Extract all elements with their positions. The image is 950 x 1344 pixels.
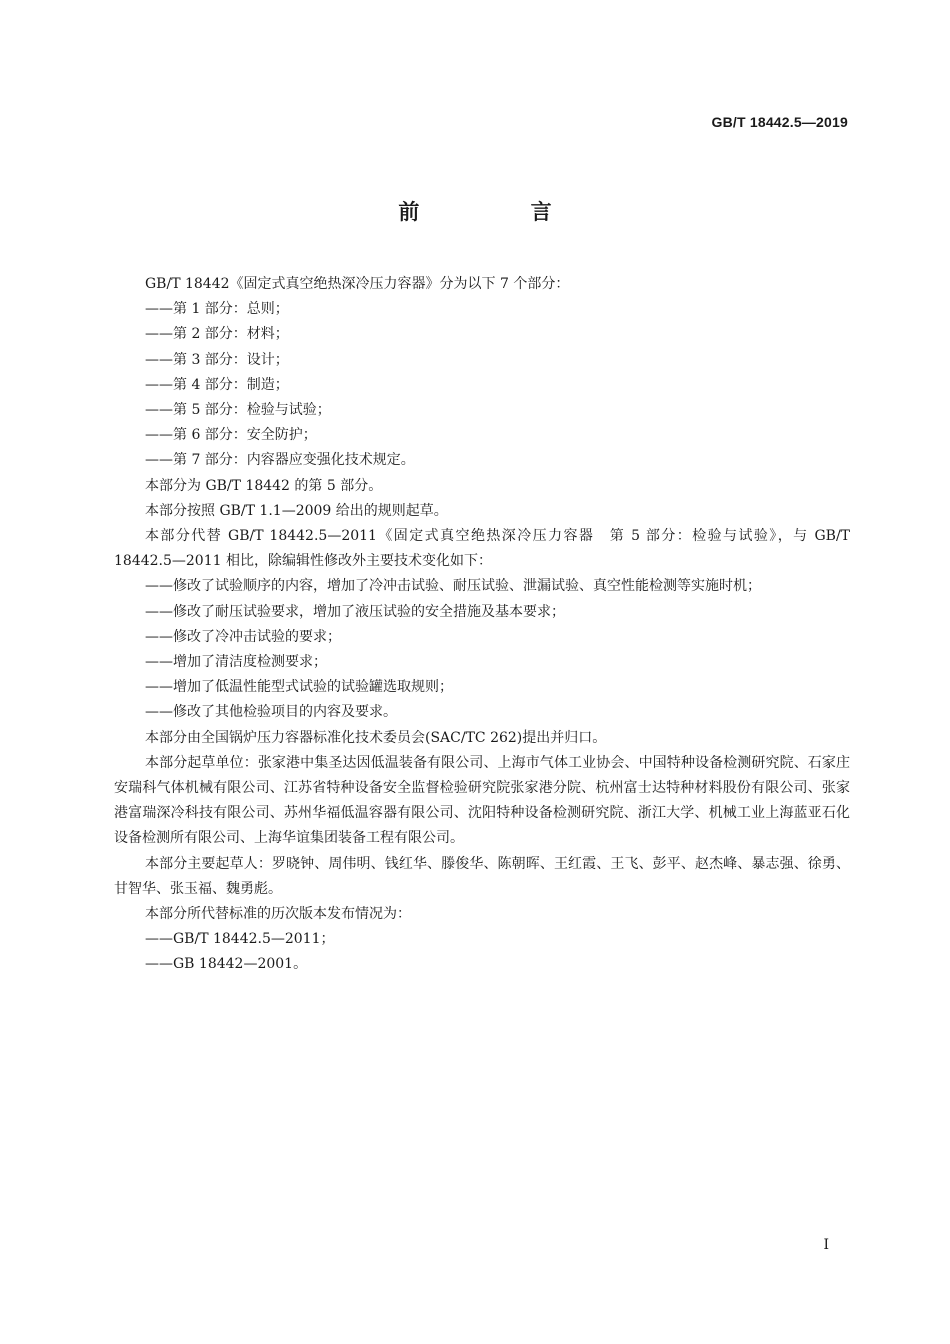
list-item-change-4: ——增加了清洁度检测要求； (145, 654, 327, 671)
paragraph-drafting-rules: 本部分按照 GB/T 1.1—2009 给出的规则起草。 (145, 502, 448, 519)
list-item-part-4: ——第 4 部分：制造； (145, 376, 289, 393)
list-item-part-2: ——第 2 部分：材料； (145, 326, 289, 343)
paragraph-drafting-units: 本部分起草单位：张家港中集圣达因低温装备有限公司、上海市气体工业协会、中国特种设备检测研究院、石家庄安瑞科气体机械有限公司、江苏省特种设备安全监督检验研究院张家港分院、杭州富士达特种材料股份有限公司、张家港富瑞深冷科技有限公司、苏州华福低温容器有限公司、沈阳特种设备检测研究院、浙江大学、机械工业上海蓝亚石化设备检测所有限公司、上海华谊集团装备工程有限公司。 (114, 754, 850, 847)
list-item-history-2: ——GB 18442—2001。 (145, 956, 308, 973)
paragraph-committee: 本部分由全国锅炉压力容器标准化技术委员会(SAC/TC 262)提出并归口。 (145, 729, 607, 746)
list-item-part-7: ——第 7 部分：内容器应变强化技术规定。 (145, 452, 415, 469)
list-item-part-5: ——第 5 部分：检验与试验； (145, 402, 331, 419)
page-title: 前 言 (398, 200, 604, 224)
list-item-part-1: ——第 1 部分：总则； (145, 301, 289, 318)
list-item-part-3: ——第 3 部分：设计； (145, 351, 289, 368)
list-item-change-2: ——修改了耐压试验要求，增加了液压试验的安全措施及基本要求； (145, 603, 565, 620)
paragraph-part-statement: 本部分为 GB/T 18442 的第 5 部分。 (145, 477, 383, 494)
list-item-change-6: ——修改了其他检验项目的内容及要求。 (145, 704, 397, 721)
list-item-history-1: ——GB/T 18442.5—2011； (145, 931, 335, 948)
paragraph-intro: GB/T 18442《固定式真空绝热深冷压力容器》分为以下 7 个部分： (145, 276, 570, 292)
foreword-body (114, 272, 850, 978)
list-item-part-6: ——第 6 部分：安全防护； (145, 427, 317, 444)
paragraph-drafters: 本部分主要起草人：罗晓钟、周伟明、钱红华、滕俊华、陈朝晖、王红霞、王飞、彭平、赵杰峰、暴志强、徐勇、甘智华、张玉福、魏勇彪。 (114, 855, 850, 897)
list-item-change-1: ——修改了试验顺序的内容，增加了冷冲击试验、耐压试验、泄漏试验、真空性能检测等实施时机； (145, 578, 761, 595)
paragraph-history: 本部分所代替标准的历次版本发布情况为： (145, 906, 411, 923)
paragraph-replaces: 本部分代替 GB/T 18442.5—2011《固定式真空绝热深冷压力容器 第 5 部分：检验与试验》，与 GB/T 18442.5—2011 相比，除编辑性修改外主要技术变化如下： (114, 528, 850, 570)
list-item-change-5: ——增加了低温性能型式试验的试验罐选取规则； (145, 679, 453, 696)
list-item-change-3: ——修改了冷冲击试验的要求； (145, 628, 341, 645)
page-number: I (823, 1237, 829, 1253)
document-code: GB/T 18442.5—2019 (711, 114, 848, 130)
